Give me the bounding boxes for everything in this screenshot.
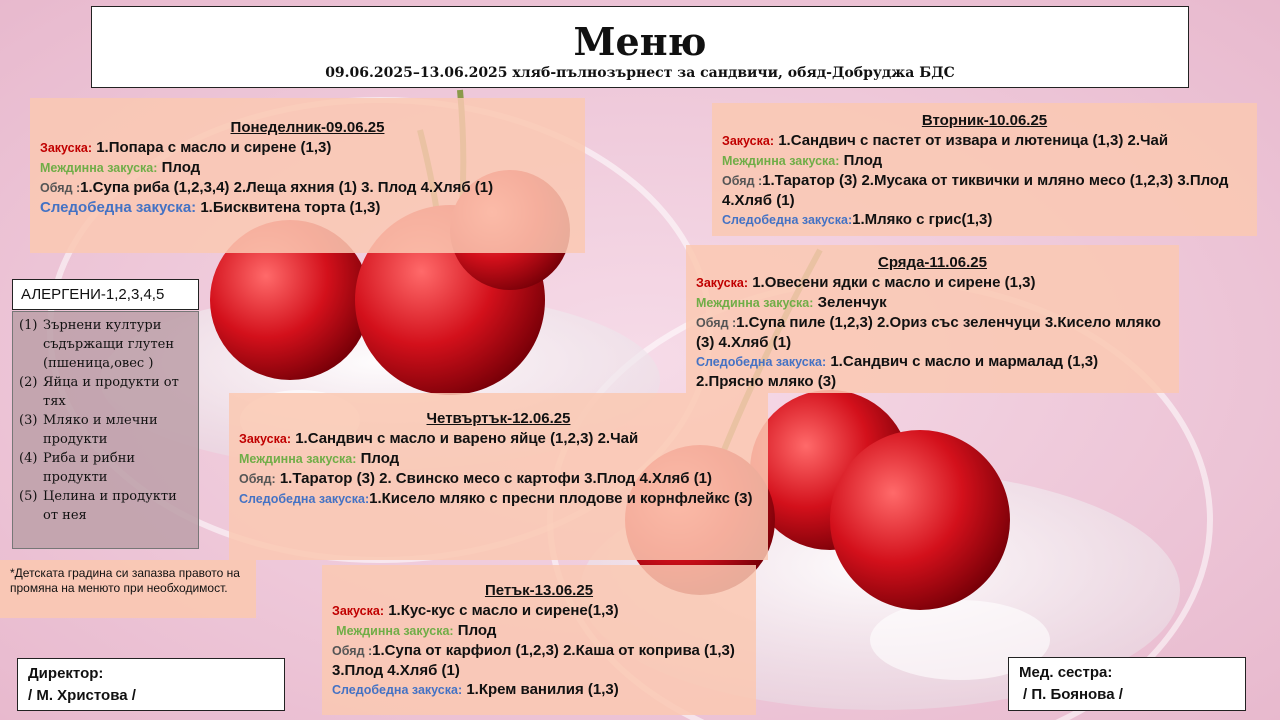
director-signature (17, 658, 285, 711)
allergen-number: (3) (19, 413, 38, 428)
afternoon-label: Следобедна закуска: (696, 355, 827, 369)
afternoon-label: Следобедна закуска: (40, 199, 197, 216)
day-heading: Петък-13.06.25 (484, 582, 594, 599)
nurse-label: Мед. сестра: (1019, 664, 1113, 681)
allergen-number: (1) (19, 318, 38, 333)
allergen-number: (4) (19, 451, 38, 466)
breakfast-text: 1.Кус-кус с масло и сирене(1,3) (388, 602, 619, 619)
afternoon-label: Следобедна закуска: (332, 683, 463, 697)
lunch-text: 1.Супа риба (1,2,3,4) 2.Леща яхния (1) 3. Плод 4.Хляб (1) (80, 179, 494, 196)
allergen-number: (5) (19, 489, 38, 504)
day-monday (30, 98, 585, 253)
breakfast-label: Закуска: (696, 276, 749, 290)
breakfast-text: 1.Овесени ядки с масло и сирене (1,3) (752, 274, 1036, 291)
allergen-text: Яйца и продукти от тях (43, 375, 179, 409)
allergen-text: Мляко и млечни продукти (43, 413, 158, 447)
director-label: Директор: (28, 665, 104, 682)
day-wednesday (686, 245, 1179, 393)
lunch-label: Обяд : (722, 174, 763, 188)
breakfast-label: Закуска: (332, 604, 385, 618)
disclaimer-note: *Детската градина си запазва правото на промяна на менюто при необходимост. (0, 560, 256, 618)
snack-text: Зеленчук (817, 294, 887, 311)
director-name: / М. Христова / (28, 687, 136, 704)
snack-text: Плод (457, 622, 497, 639)
allergen-item (19, 487, 192, 525)
snack-label: Междинна закуска: (722, 154, 840, 168)
lunch-label: Обяд: (239, 472, 276, 486)
lunch-text: 1.Таратор (3) 2. Свинско месо с картофи 3.Плод 4.Хляб (1) (279, 470, 713, 487)
breakfast-text: 1.Сандвич с пастет от извара и лютеница (1,3) 2.Чай (778, 132, 1169, 149)
breakfast-label: Закуска: (40, 141, 93, 155)
afternoon-text: 1.Крем ванилия (1,3) (466, 681, 619, 698)
allergen-item (19, 316, 192, 373)
allergens-list (12, 311, 199, 549)
allergens-title: АЛЕРГЕНИ-1,2,3,4,5 (12, 279, 199, 310)
allergen-text: Целина и продукти от нея (43, 489, 177, 523)
snack-text: Плод (360, 450, 400, 467)
snack-label: Междинна закуска: (336, 624, 454, 638)
lunch-text: 1.Супа пиле (1,2,3) 2.Ориз със зеленчуци 3.Кисело мляко (3) 4.Хляб (1) (696, 314, 1161, 351)
day-heading: Сряда-11.06.25 (878, 254, 987, 271)
breakfast-text: 1.Сандвич с масло и варено яйце (1,2,3) 2.Чай (295, 430, 639, 447)
lunch-label: Обяд : (696, 316, 737, 330)
breakfast-label: Закуска: (239, 432, 292, 446)
page-title: Меню (573, 19, 707, 64)
snack-label: Междинна закуска: (40, 161, 158, 175)
lunch-label: Обяд : (40, 181, 81, 195)
afternoon-text: 1.Кисело мляко с пресни плодове и корнфлейкс (3) (369, 490, 753, 507)
allergen-item (19, 373, 192, 411)
afternoon-text: 1.Мляко с грис(1,3) (852, 211, 993, 228)
allergen-item (19, 411, 192, 449)
snack-text: Плод (843, 152, 883, 169)
breakfast-label: Закуска: (722, 134, 775, 148)
snack-label: Междинна закуска: (239, 452, 357, 466)
allergen-text: Зърнени култури съдържащи глутен (пшеница,овес ) (43, 318, 175, 371)
menu-header (91, 6, 1189, 88)
allergen-number: (2) (19, 375, 38, 390)
afternoon-label: Следобедна закуска: (239, 492, 370, 506)
day-heading: Четвъртък-12.06.25 (426, 410, 571, 427)
allergen-item (19, 449, 192, 487)
snack-label: Междинна закуска: (696, 296, 814, 310)
lunch-text: 1.Таратор (3) 2.Мусака от тиквички и мляно месо (1,2,3) 3.Плод 4.Хляб (1) (722, 172, 1229, 209)
afternoon-text: 1.Бисквитена торта (1,3) (200, 199, 381, 216)
day-heading: Вторник-10.06.25 (921, 112, 1048, 129)
afternoon-text: 1.Сандвич с масло и мармалад (1,3) 2.Прясно мляко (3) (696, 353, 1099, 390)
page-subtitle: 09.06.2025–13.06.2025 хляб-пълнозърнест за сандвичи, обяд-Добруджа БДС (325, 65, 955, 81)
breakfast-text: 1.Попара с масло и сирене (1,3) (96, 139, 332, 156)
day-heading: Понеделник-09.06.25 (230, 119, 385, 136)
day-tuesday (712, 103, 1257, 236)
afternoon-label: Следобедна закуска: (722, 213, 853, 227)
lunch-text: 1.Супа от карфиол (1,2,3) 2.Каша от коприва (1,3) 3.Плод 4.Хляб (1) (332, 642, 735, 679)
day-thursday (229, 393, 768, 560)
nurse-signature (1008, 657, 1246, 711)
lunch-label: Обяд : (332, 644, 373, 658)
nurse-name: / П. Боянова / (1023, 686, 1123, 703)
allergen-text: Риба и рибни продукти (43, 451, 136, 485)
snack-text: Плод (161, 159, 201, 176)
day-friday (322, 565, 756, 715)
